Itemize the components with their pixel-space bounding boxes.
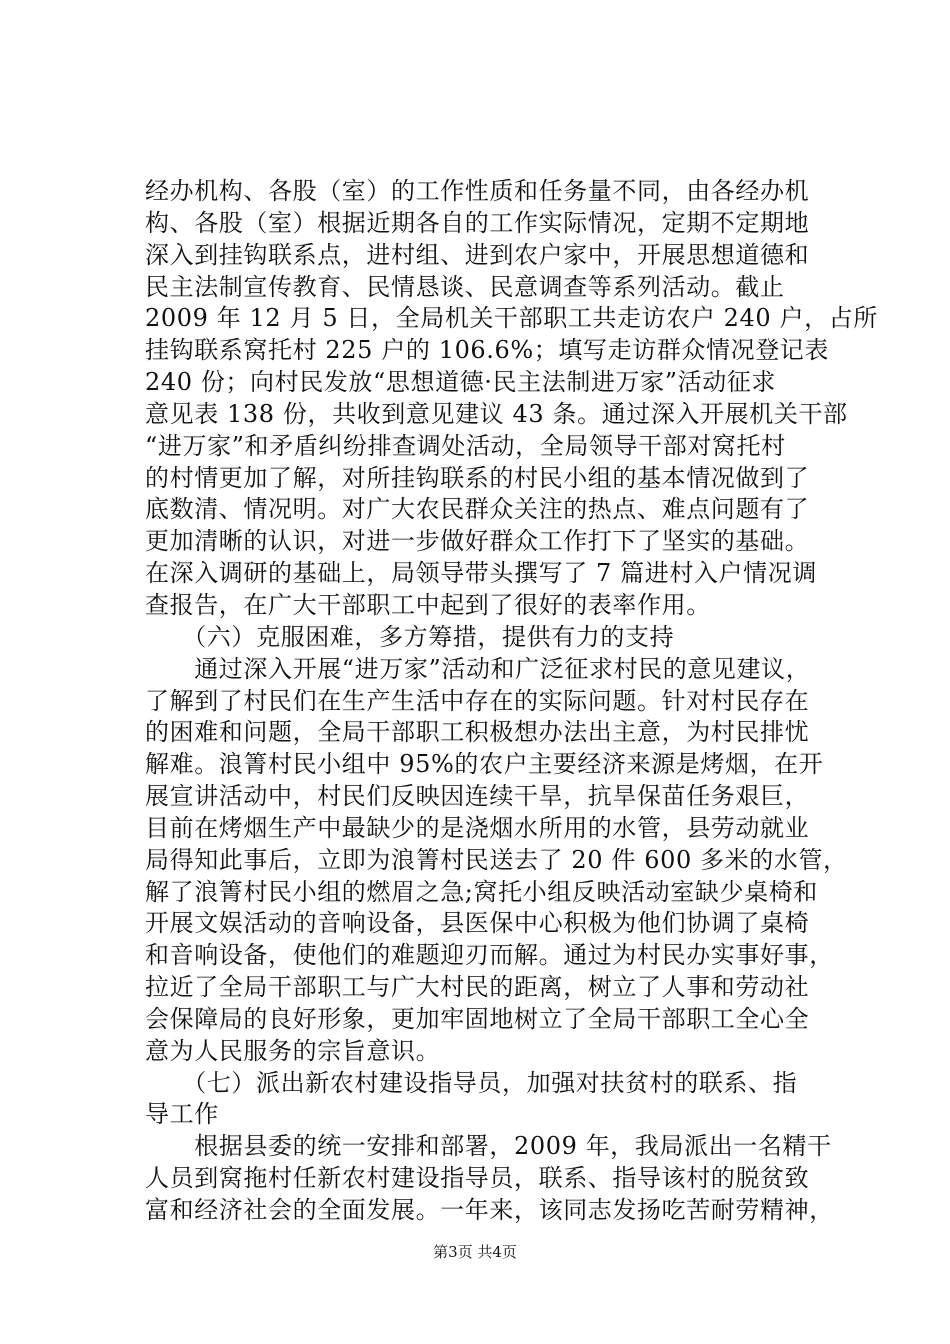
text-line: 挂钩联系窝托村 225 户的 106.6%；填写走访群众情况登记表 [145,336,830,365]
text-line: 构、各股（室）根据近期各自的工作实际情况，定期不定期地 [145,208,810,237]
text-line: “进万家”和矛盾纠纷排查调处活动，全局领导干部对窝托村 [145,431,786,460]
text-line: 解了浪箐村民小组的燃眉之急;窝托小组反映活动室缺少桌椅和 [145,877,818,906]
text-line: 开展文娱活动的音响设备，县医保中心积极为他们协调了桌椅 [145,909,810,938]
text-line: 会保障局的良好形象，更加牢固地树立了全局干部职工全心全 [145,1004,810,1033]
text-line: 的村情更加了解，对所挂钩联系的村民小组的基本情况做到了 [145,463,810,492]
section-heading-7: （七）派出新农村建设指导员，加强对扶贫村的联系、指 [145,1068,798,1097]
text-line: 底数清、情况明。对广大农民群众关注的热点、难点问题有了 [145,495,810,524]
text-line: 意为人民服务的宗旨意识。 [145,1036,441,1065]
text-line: 了解到了村民们在生产生活中存在的实际问题。针对村民存在 [145,686,810,715]
text-line: 通过深入开展“进万家”活动和广泛征求村民的意见建议， [145,654,811,683]
text-line: 富和经济社会的全面发展。一年来，该同志发扬吃苦耐劳精神， [145,1196,834,1224]
text-line: 意见表 138 份，共收到意见建议 43 条。通过深入开展机关干部 [145,399,848,428]
text-line: 拉近了全局干部职工与广大村民的距离，树立了人事和劳动社 [145,973,810,1002]
text-line: 根据县委的统一安排和部署，2009 年，我局派出一名精干 [145,1132,832,1161]
section-heading-6: （六）克服困难，多方筹措，提供有力的支持 [145,622,675,651]
text-line: 的困难和问题，全局干部职工积极想办法出主意，为村民排忧 [145,718,810,747]
text-line: 解难。浪箐村民小组中 95%的农户主要经济来源是烤烟，在开 [145,750,824,779]
text-line: 深入到挂钩联系点，进村组、进到农户家中，开展思想道德和 [145,240,810,269]
text-line: 在深入调研的基础上，局领导带头撰写了 7 篇进村入户情况调 [145,559,817,588]
text-line: 查报告，在广大干部职工中起到了很好的表率作用。 [145,590,711,619]
text-line: 经办机构、各股（室）的工作性质和任务量不同，由各经办机 [145,177,810,205]
text-line: 展宣讲活动中，村民们反映因连续干旱，抗旱保苗任务艰巨， [145,782,810,811]
body-text [145,176,878,1227]
text-line: 局得知此事后，立即为浪箐村民送去了 20 件 600 多米的水管， [145,845,848,874]
text-line: 2009 年 12 月 5 日，全局机关干部职工共走访农户 240 户，占所 [145,304,878,333]
section-heading-7-cont: 导工作 [145,1100,219,1129]
text-line: 和音响设备，使他们的难题迎刃而解。通过为村民办实事好事， [145,941,834,970]
text-line: 240 份；向村民发放“思想道德·民主法制进万家”活动征求 [145,368,777,397]
text-line: 更加清晰的认识，对进一步做好群众工作打下了坚实的基础。 [145,527,810,556]
text-line: 目前在烤烟生产中最缺少的是浇烟水所用的水管，县劳动就业 [145,813,810,842]
page-number-footer: 第3页 共4页 [433,1243,517,1261]
text-line: 人员到窝拖村任新农村建设指导员，联系、指导该村的脱贫致 [145,1164,810,1193]
text-line: 民主法制宣传教育、民情恳谈、民意调查等系列活动。截止 [145,272,785,301]
